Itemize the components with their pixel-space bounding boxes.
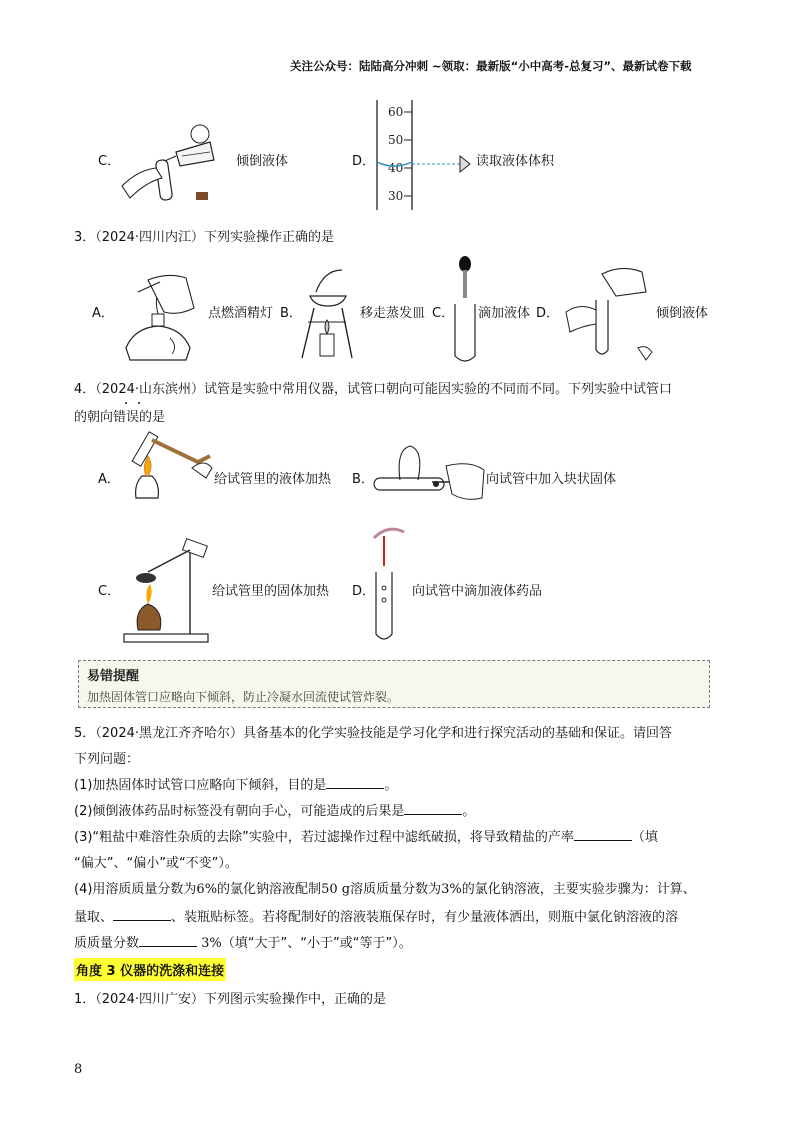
reading-volume-figure — [368, 98, 478, 212]
option-d-text: 读取液体体积 — [476, 154, 555, 169]
q4-option-b-text: 向试管中加入块状固体 — [486, 472, 617, 487]
q5-part1 — [74, 774, 397, 793]
q5-part2-text: (2)倾倒液体药品时标签没有朝向手心，可能造成的后果是 — [74, 804, 405, 819]
pouring-liquid-figure — [118, 112, 233, 207]
q5-mass-50g: 50 g — [321, 882, 351, 897]
q1-stem: 1．（2024·四川广安）下列图示实验操作中，正确的是 — [74, 992, 386, 1007]
q3-option-d-letter: D． — [536, 306, 560, 321]
adding-solid-figure — [370, 436, 486, 512]
q5-part2-end: 。 — [462, 804, 476, 819]
heating-solid-figure — [118, 530, 214, 646]
page-header: 关注公众号：陆陆高分冲刺 ~领取：最新版“小中高考-总复习”、最新试卷下载 — [290, 59, 692, 73]
q3-option-c-letter: C． — [432, 306, 455, 321]
error-tip-box — [78, 660, 710, 708]
heating-liquid-figure — [118, 428, 214, 512]
q4-option-a-text: 给试管里的液体加热 — [214, 472, 332, 487]
q3-option-a-text: 点燃酒精灯 — [208, 306, 274, 321]
answer-blank[interactable] — [574, 828, 632, 841]
answer-blank[interactable] — [113, 908, 171, 921]
q3-option-a-letter: A． — [92, 306, 114, 321]
q5-part4-line3-a: 质质量分数 — [74, 936, 140, 951]
q4-option-b-letter: B． — [352, 472, 374, 487]
q3-option-b-letter: B． — [280, 306, 302, 321]
tick-50: 50 — [388, 133, 404, 147]
q5-pct-6: 6% — [196, 882, 218, 897]
q4-option-c-letter: C． — [98, 584, 121, 599]
q5-part4-text-a: (4)用溶质质量分数为 — [74, 882, 197, 897]
q5-pct-3: 3% — [441, 882, 462, 897]
q5-part4-text-c: 溶质质量分数为 — [350, 882, 442, 897]
option-c-text: 倾倒液体 — [236, 154, 289, 169]
q5-part4-line2-a: 量取、 — [74, 910, 114, 925]
q5-part4-line1 — [74, 878, 696, 897]
q5-part4-line3-b: （填“大于”、“小于”或“等于”）。 — [221, 936, 412, 951]
answer-blank[interactable] — [139, 934, 197, 947]
lamp-figure — [108, 268, 208, 366]
q5-part4-line2 — [74, 906, 678, 925]
q5-part3-end: （填 — [631, 830, 658, 845]
q5-part4-text-d: 的氯化钠溶液，主要实验步骤为：计算、 — [461, 882, 696, 897]
tick-40: 40 — [388, 161, 404, 175]
answer-blank[interactable] — [404, 802, 462, 815]
q5-stem-line1: 5．（2024·黑龙江齐齐哈尔）具备基本的化学实验技能是学习化学和进行探究活动的基础和保证。请回答 — [74, 726, 672, 741]
dropper-figure — [452, 254, 478, 366]
option-c-letter: C． — [98, 154, 121, 169]
q4-stem-line1: 4．（2024·山东滨州）试管是实验中常用仪器，试管口朝向可能因实验的不同而不同。下列实验中试管口 — [74, 382, 672, 397]
q5-part3-text: (3)“粗盐中难溶性杂质的去除”实验中，若过滤操作过程中滤纸破损，将导致精盐的产率 — [74, 830, 574, 845]
error-tip-title: 易错提醒 — [87, 669, 140, 684]
q5-pct-3b: 3% — [201, 936, 222, 951]
pouring-tube-figure — [562, 262, 662, 364]
q5-part1-text: (1)加热固体时试管口应略向下倾斜，目的是 — [74, 778, 327, 793]
q5-stem-line2: 下列问题： — [74, 752, 140, 767]
q3-option-c-text: 滴加液体 — [478, 306, 531, 321]
q5-part4-line3 — [74, 932, 412, 951]
q3-option-d-text: 倾倒液体 — [656, 306, 709, 321]
dropping-liquid-figure — [370, 522, 406, 646]
q3-option-b-text: 移走蒸发皿 — [360, 306, 426, 321]
option-d-letter: D． — [352, 154, 376, 169]
q5-part3-line2: “偏大”、“偏小”或“不变”）。 — [74, 856, 238, 871]
q5-part3 — [74, 826, 658, 845]
q5-part4-line2-b: 、装瓶贴标签。若将配制好的溶液装瓶保存时，有少量液体洒出，则瓶中氯化钠溶液的溶 — [171, 910, 679, 925]
q4-stem-line2: 的朝向错误的是 — [74, 410, 166, 425]
answer-blank[interactable] — [326, 776, 384, 789]
tick-30: 30 — [388, 189, 404, 203]
error-tip-body: 加热固体管口应略向下倾斜，防止冷凝水回流使试管炸裂。 — [87, 690, 400, 704]
q5-part2 — [74, 800, 475, 819]
q5-part1-end: 。 — [384, 778, 398, 793]
q4-option-c-text: 给试管里的固体加热 — [212, 584, 330, 599]
evaporating-dish-figure — [296, 262, 358, 362]
section-heading: 角度 3 仪器的洗涤和连接 — [74, 958, 226, 981]
q5-part4-text-b: 的氯化钠溶液配制 — [217, 882, 322, 897]
q3-stem: 3．（2024·四川内江）下列实验操作正确的是 — [74, 230, 334, 245]
q4-option-d-letter: D． — [352, 584, 376, 599]
q4-option-a-letter: A． — [98, 472, 120, 487]
tick-60: 60 — [388, 105, 404, 119]
page-number: 8 — [74, 1062, 83, 1077]
q4-option-d-text: 向试管中滴加液体药品 — [412, 584, 543, 599]
